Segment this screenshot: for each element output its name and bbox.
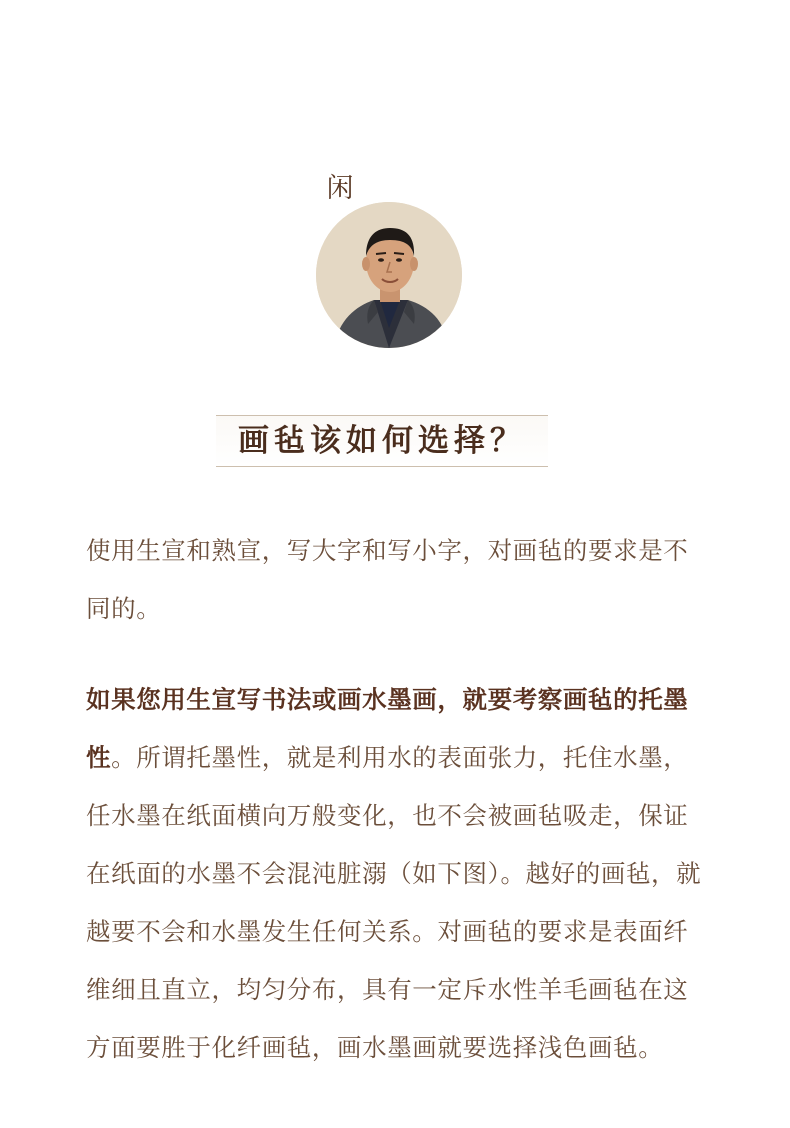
article-title: 画毡该如何选择？ — [238, 423, 526, 459]
paragraph-2-bold-text: 如果您用生宣写书法或画水墨画，就要考察画毡的托墨性 — [86, 685, 689, 772]
header-label-char-1: 闲 — [326, 173, 354, 204]
paragraph-2 — [86, 671, 712, 1077]
paragraph-2-text: 。所谓托墨性，就是利用水的表面张力，托住水墨，任水墨在纸面横向万般变化，也不会被画毡吸走，保证在纸面的水墨不会混沌脏溺（如下图）。越好的画毡，就越要不会和水墨发生任何关系。对画毡的要求是表面纤维细且直立，均匀分布，具有一定斥水性羊毛画毡在这方面要胜于化纤画毡，画水墨画就要选择浅色画毡。 — [86, 743, 702, 1062]
author-avatar — [316, 202, 462, 348]
author-portrait-image — [316, 202, 462, 348]
article-title-banner — [216, 415, 548, 467]
paragraph-1-text: 使用生宣和熟宣，写大字和写小字，对画毡的要求是不同的。 — [86, 536, 689, 623]
paragraph-1 — [86, 522, 712, 638]
